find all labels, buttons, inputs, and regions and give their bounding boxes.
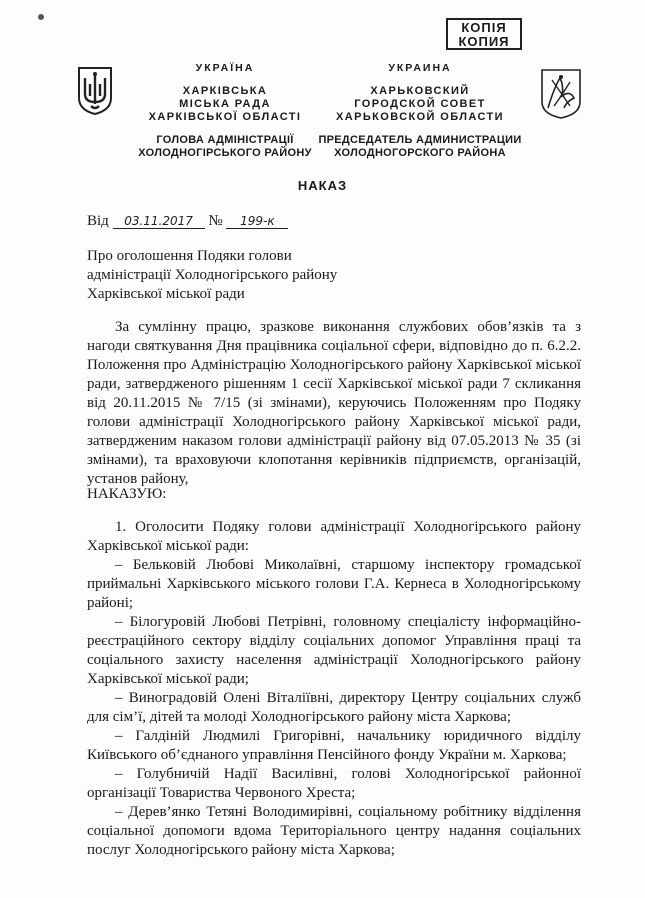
council-ru-line3: ХАРЬКОВСКОЙ ОБЛАСТИ	[336, 111, 504, 123]
council-ua-line1: ХАРКІВСЬКА	[182, 85, 268, 97]
date-line	[87, 213, 288, 230]
order-items	[87, 518, 581, 860]
stamp-line-ua: КОПІЯ	[461, 20, 507, 35]
country-ru: УКРАИНА	[388, 62, 452, 74]
title-line: Про оголошення Подяки голови	[87, 248, 292, 264]
council-ru-line1: ХАРЬКОВСКИЙ	[370, 85, 470, 97]
office-ru-line1: ПРЕДСЕДАТЕЛЬ АДМИНИСТРАЦИИ	[318, 134, 522, 146]
preamble-paragraph: За сумлінну працю, зразкове виконання службових обов’язків та з нагоди святкування Дня працівника соціальної сфери, відповідно до п. 6.2.2. Положення про Адміністрацію Холодногірського району Харківської міської ради, затвердженого рішенням 1 сесії Харківської міської ради 7 скликання від 20.11.2015 № 7/15 (зі змінами), керуючись Положенням про Подяку голови адміністрації Холодногірського району Харківської міської ради, затвердженим наказом голови адміністрації району від 07.05.2013 № 35 (зі змінами), та враховуючи клопотання керівників підприємств, організацій, установ району,	[87, 319, 581, 487]
recipient-item: – Голубничій Надії Василівні, голові Холодногірської районної організації Товариства Червоного Хреста;	[87, 766, 581, 801]
order-item-1: 1. Оголосити Подяку голови адміністрації Холодногірського району Харківської міської ради:	[87, 519, 581, 554]
council-ru-line2: ГОРОДСКОЙ СОВЕТ	[354, 98, 486, 110]
title-line: Харківської міської ради	[87, 286, 245, 302]
header-right	[310, 62, 530, 160]
country-ua: УКРАЇНА	[195, 62, 255, 74]
council-ua-line2: МІСЬКА РАДА	[179, 98, 271, 110]
office-ua-line1: ГОЛОВА АДМІНІСТРАЦІЇ	[156, 134, 294, 146]
orders-label: НАКАЗУЮ:	[87, 486, 167, 502]
recipient-item: – Виноградовій Олені Віталіївні, директору Центру соціальних служб для сім’ї, дітей та молоді Холодногірського району міста Харкова;	[87, 690, 581, 725]
recipient-item: – Бельковій Любові Миколаївні, старшому інспектору громадської приймальні Харківського міського голови Г.А. Кернеса в Холодногірському районі;	[87, 557, 581, 611]
copy-stamp	[446, 18, 522, 50]
recipient-item: – Білогуровій Любові Петрівні, головному спеціалісту інформаційно-реєстраційного сектору відділу соціальних допомог Управління праці та соціального захисту населення адміністрації Холодногірського району Харківської міської ради;	[87, 614, 581, 687]
scan-mark	[38, 14, 44, 20]
council-ua-line3: ХАРКІВСЬКОЇ ОБЛАСТІ	[148, 111, 302, 123]
recipient-item: – Галдіній Людмилі Григорівні, начальнику юридичного відділу Київського об’єднаного управління Пенсійного фонду України м. Харкова;	[87, 728, 581, 763]
order-title	[87, 247, 387, 304]
recipient-item: – Дерев’янко Тетяні Володимирівні, соціальному робітнику відділення соціальної допомоги вдома Територіального центру надання соціальних послуг Холодногірського району міста Харкова;	[87, 804, 581, 858]
order-number: 199-к	[226, 214, 288, 229]
title-line: адміністрації Холодногірського району	[87, 267, 338, 283]
stamp-line-ru: КОПИЯ	[458, 34, 510, 49]
kharkiv-emblem-icon	[540, 68, 582, 120]
ukraine-coat-of-arms-icon	[76, 66, 114, 116]
header-left	[120, 62, 330, 160]
date-prefix: Від	[87, 213, 109, 229]
document-type: НАКАЗ	[297, 178, 348, 193]
office-ua-line2: ХОЛОДНОГІРСЬКОГО РАЙОНУ	[138, 147, 312, 159]
number-label: №	[208, 213, 223, 229]
office-ru-line2: ХОЛОДНОГОРСКОГО РАЙОНА	[334, 147, 506, 159]
order-date: 03.11.2017	[113, 214, 205, 229]
